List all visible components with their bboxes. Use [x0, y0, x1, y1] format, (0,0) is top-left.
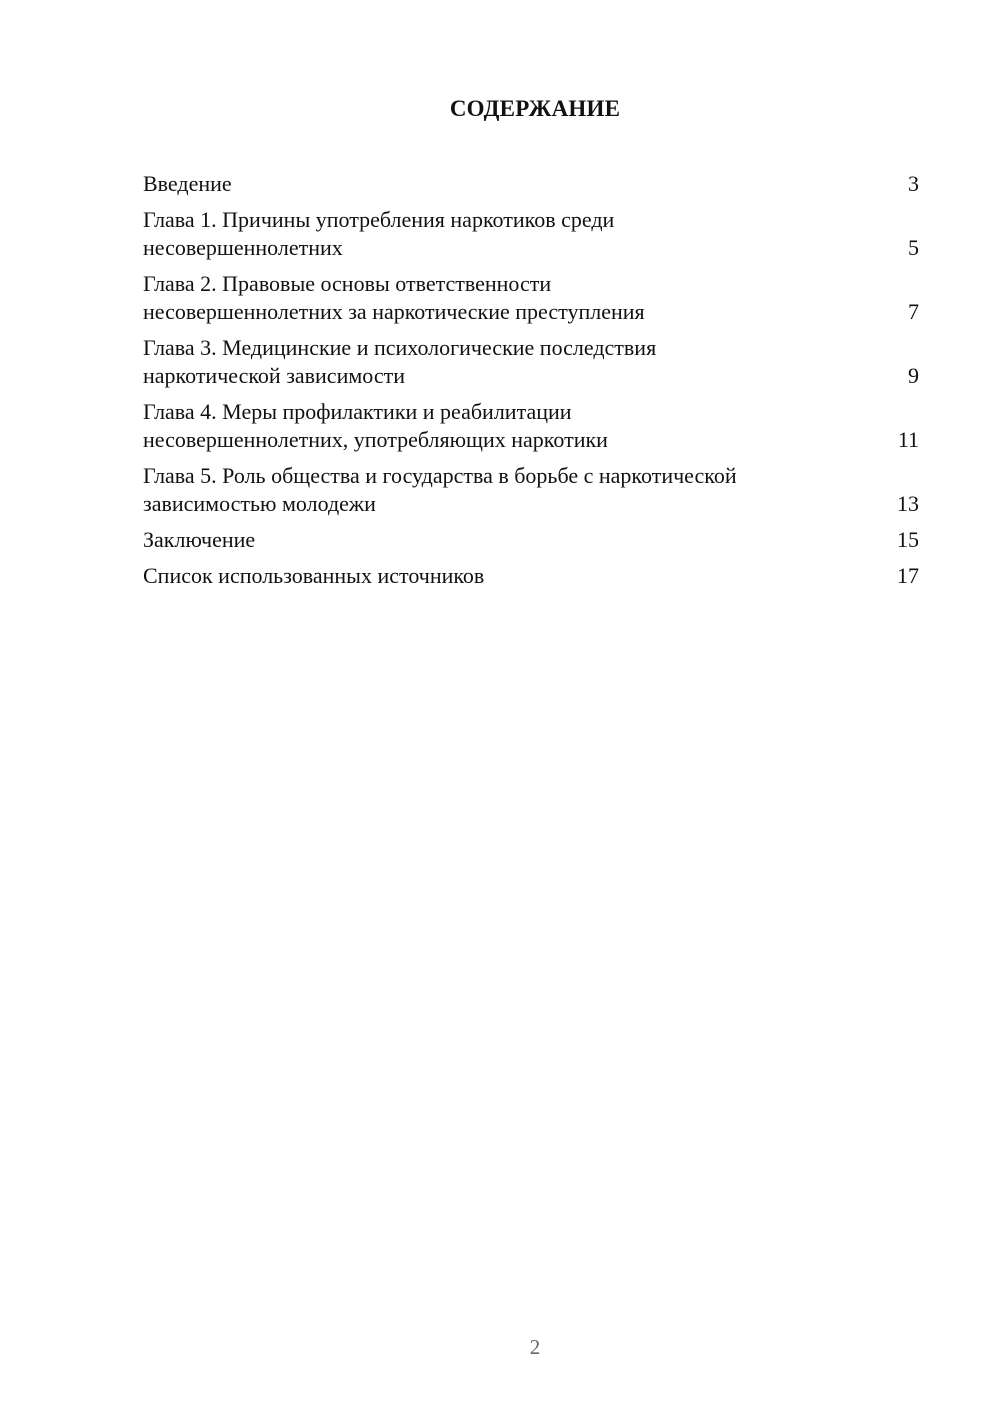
- toc-entry-references: [143, 562, 919, 590]
- toc-entry-conclusion: [143, 526, 919, 554]
- toc-entry-page: 5: [908, 235, 919, 260]
- toc-entry-page: 3: [908, 171, 919, 196]
- toc-entry-chapter-2: [143, 270, 919, 326]
- toc-entry-text: Глава 1. Причины употребления наркотиков среди несовершеннолетних: [143, 207, 615, 260]
- toc-entry-chapter-4: [143, 398, 919, 454]
- toc-entry-chapter-1: [143, 206, 919, 262]
- toc-entry-text: Глава 2. Правовые основы ответственности несовершеннолетних за наркотические преступления: [143, 271, 645, 324]
- toc-entry-text: Глава 3. Медицинские и психологические последствия наркотической зависимости: [143, 335, 657, 388]
- toc-entry-text: Список использованных источников: [143, 563, 485, 588]
- toc-entry-text: Заключение: [143, 527, 256, 552]
- toc-entry-page: 9: [908, 363, 919, 388]
- page-number: 2: [529, 1335, 541, 1359]
- toc-entry-page: 7: [908, 299, 919, 324]
- page-title: СОДЕРЖАНИЕ: [449, 96, 621, 121]
- toc-entry-chapter-5: [143, 462, 919, 518]
- toc-entry-text: Введение: [143, 171, 232, 196]
- toc-entry-page: 17: [897, 563, 919, 588]
- toc-entry-introduction: [143, 170, 919, 198]
- table-of-contents: [143, 170, 919, 598]
- toc-entry-page: 11: [897, 427, 919, 452]
- toc-entry-chapter-3: [143, 334, 919, 390]
- toc-entry-text: Глава 5. Роль общества и государства в борьбе с наркотической зависимостью молодежи: [143, 463, 737, 516]
- toc-entry-text: Глава 4. Меры профилактики и реабилитации несовершеннолетних, употребляющих наркотики: [143, 399, 608, 452]
- toc-entry-page: 15: [897, 527, 919, 552]
- toc-entry-page: 13: [897, 491, 919, 516]
